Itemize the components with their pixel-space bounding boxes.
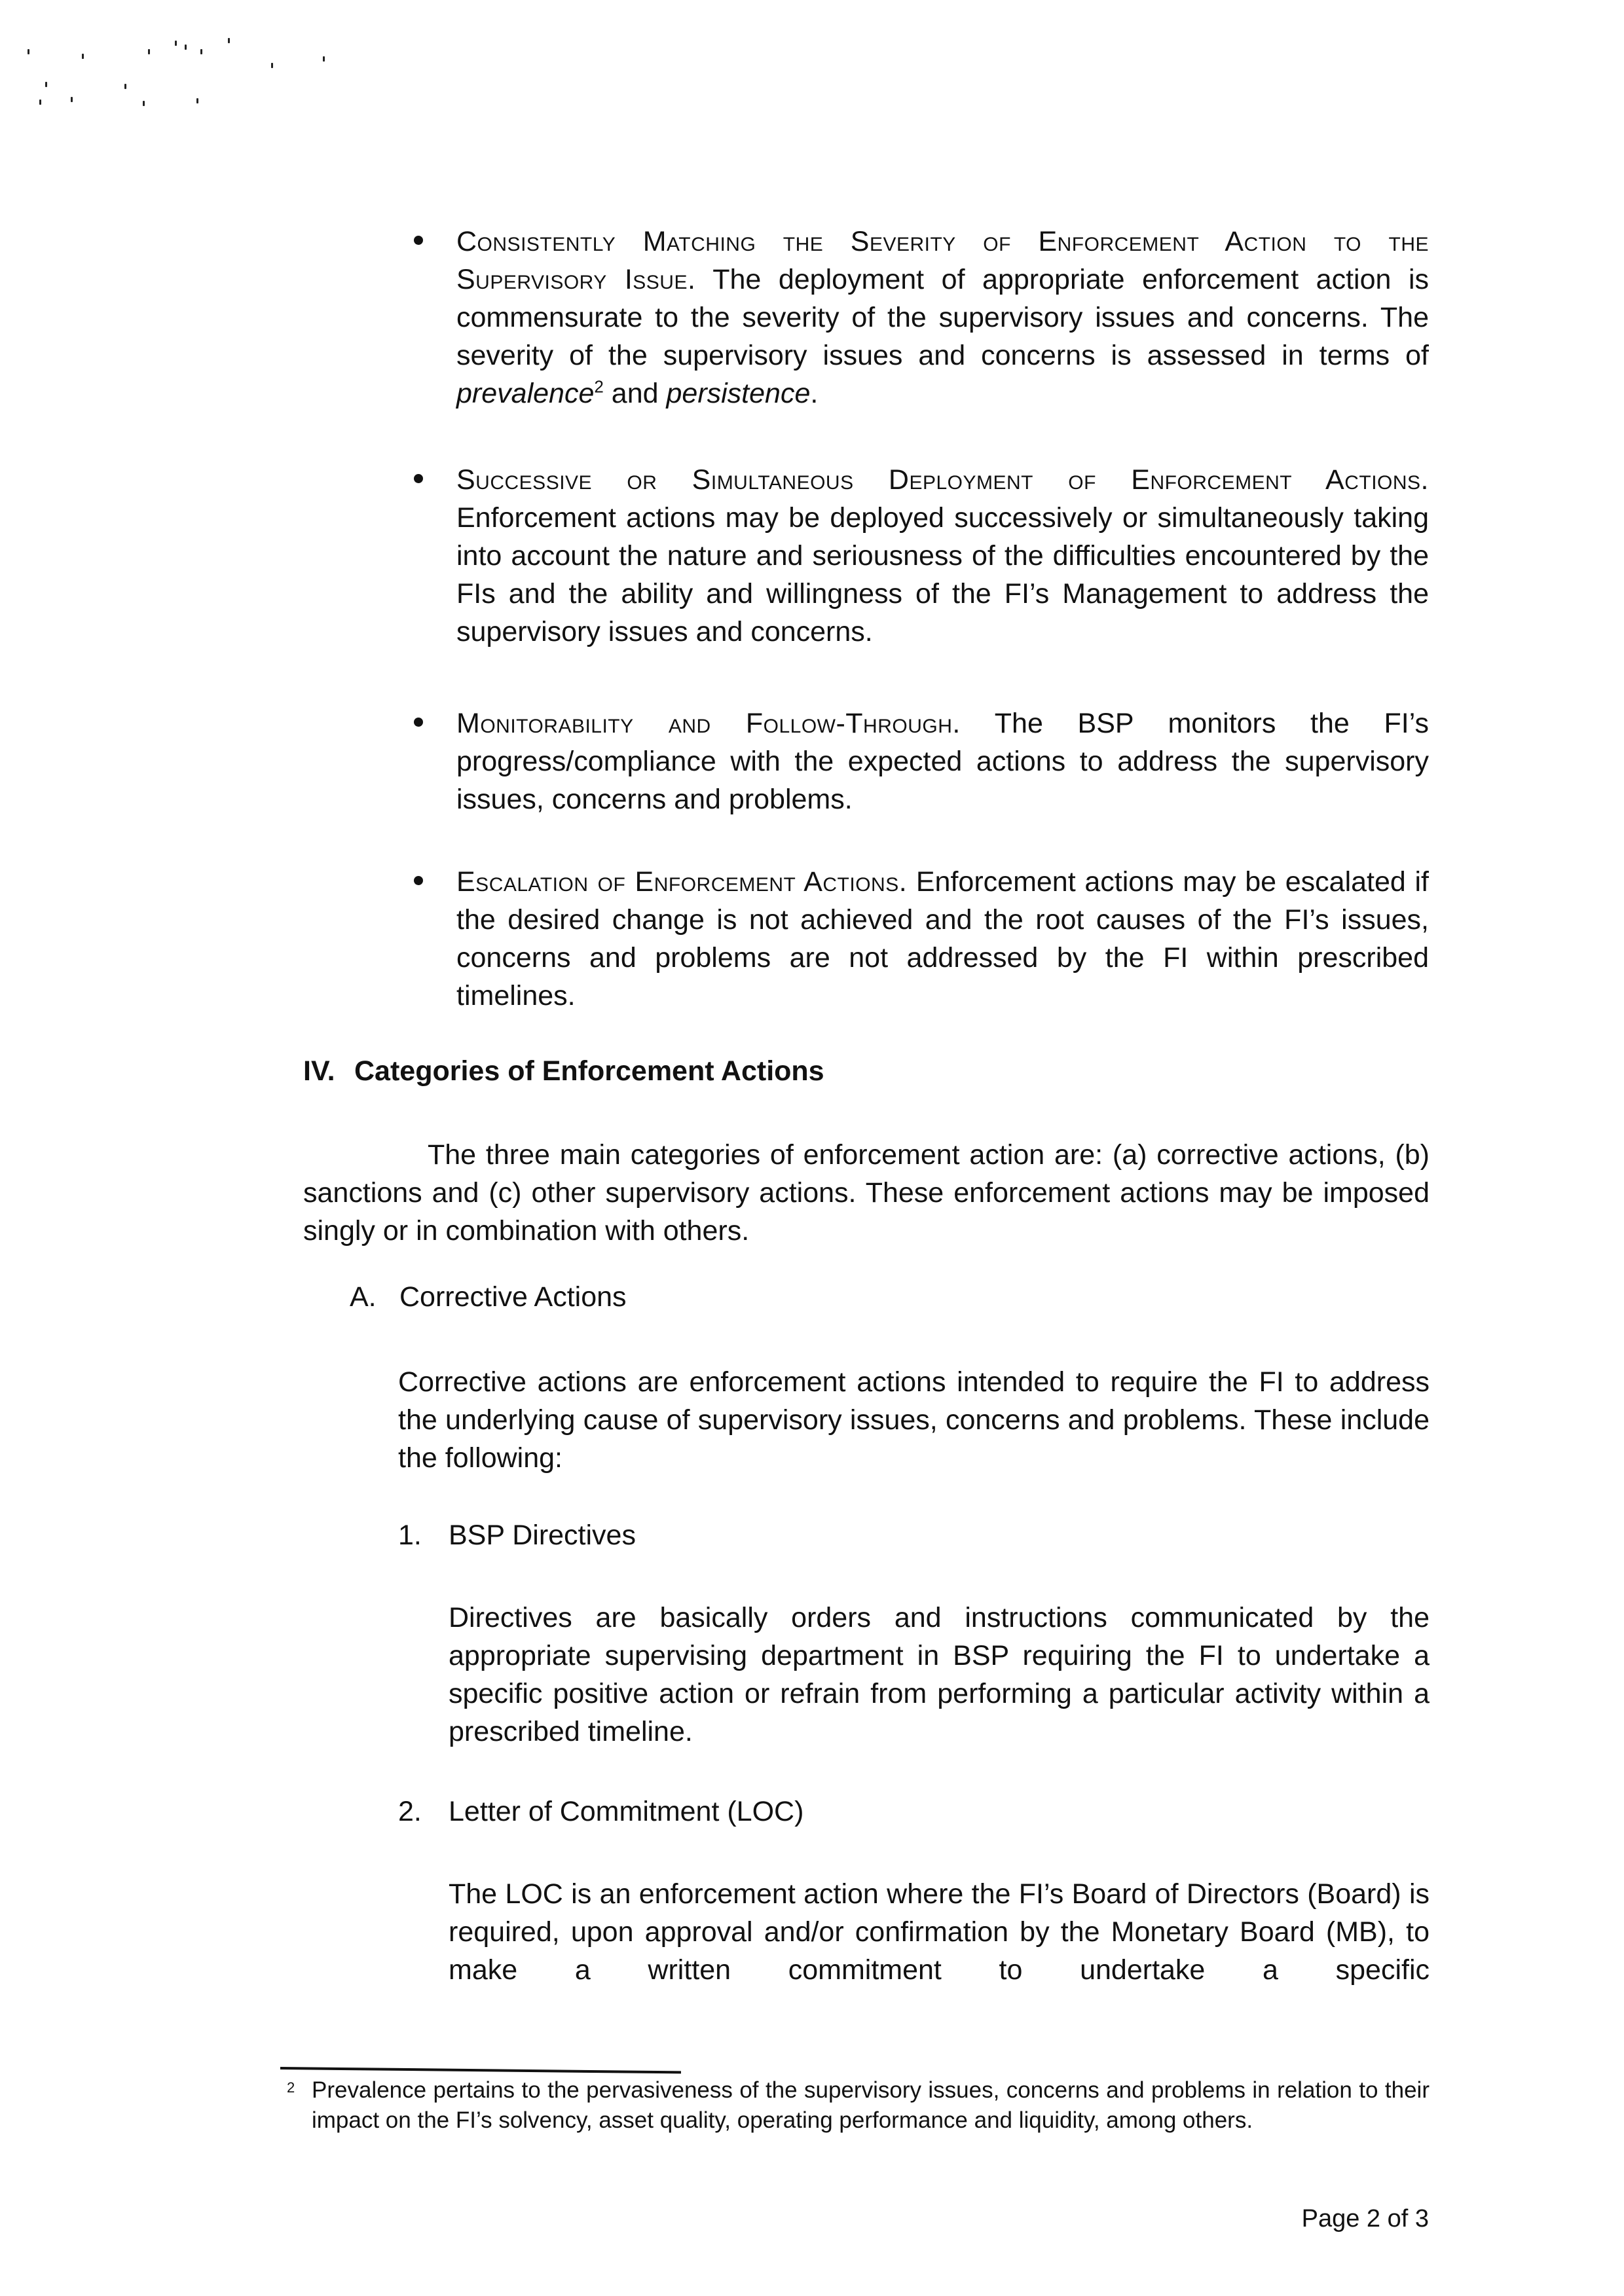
item-number: 1.: [398, 1520, 422, 1551]
bullet-text: [456, 461, 1429, 651]
scan-speck: [175, 41, 177, 46]
scan-speck: [148, 49, 150, 54]
bullet-label: Consistently Matching the Severity of Enforcement Action to the Supervisory Issue.: [456, 226, 1429, 295]
subsection-heading: [350, 1278, 627, 1316]
item-number: 2.: [398, 1796, 422, 1827]
item-text: The LOC is an enforcement action where the FI’s Board of Directors (Board) is required, upon approval and/or confirmation by the Monetary Board (MB), to make a written commitment to undertake a specific: [449, 1878, 1430, 1986]
item-heading: [398, 1793, 803, 1831]
scan-speck: [323, 56, 325, 62]
bullet-text: [456, 704, 1429, 818]
page-number: Page 2 of 3: [1301, 2205, 1429, 2232]
scan-speck: [45, 82, 47, 87]
bullet-label: Successive or Simultaneous Deployment of Enforcement Actions.: [456, 464, 1429, 496]
bullet-icon: [414, 474, 423, 483]
bullet-icon: [414, 718, 423, 727]
bullet-text: [456, 223, 1429, 412]
footnote-text: Prevalence pertains to the pervasiveness of the supervisory issues, concerns and problems in relation to their impact on the FI’s solvency, asset quality, operating performance and liquidity, among others.: [312, 2077, 1430, 2133]
footnote-reference[interactable]: 2: [594, 376, 604, 397]
item-text: Directives are basically orders and instructions communicated by the appropriate supervising department in BSP requiring the FI to undertake a specific positive action or refrain from performing a particular activity within a prescribed timeline.: [449, 1602, 1430, 1747]
item-heading: [398, 1516, 636, 1554]
scan-speck: [200, 49, 202, 54]
bullet-text: [456, 863, 1429, 1015]
item-title: Letter of Commitment (LOC): [449, 1796, 804, 1827]
bullet-body: The deployment of appropriate enforcement action is commensurate to the severity of the supervisory issues and concerns. The severity of the supervisory issues and concerns is assessed in terms of: [456, 264, 1429, 371]
emphasis-prevalence: prevalence: [456, 378, 595, 409]
footnote-mark: 2: [287, 2079, 295, 2096]
footnote-divider: [280, 2067, 681, 2073]
item-title: BSP Directives: [449, 1520, 636, 1551]
subsection-letter: A.: [350, 1281, 377, 1313]
bullet-label: Monitorability and Follow-Through.: [456, 708, 961, 739]
bullet-icon: [414, 876, 423, 885]
scan-speck: [82, 54, 84, 59]
scan-speck: [71, 97, 73, 102]
footnote: [287, 2075, 1430, 2136]
scan-speck: [143, 101, 145, 106]
scan-speck: [271, 63, 273, 68]
bullet-icon: [414, 236, 423, 245]
scan-speck: [124, 84, 126, 89]
bullet-body: and: [603, 378, 667, 409]
scan-speck: [196, 98, 198, 103]
bullet-body: Enforcement actions may be escalated if the desired change is not achieved and the root causes of the FI’s issues, concerns and problems are not addressed by the FI within prescribed timelines.: [456, 866, 1430, 1011]
scan-speck: [28, 49, 29, 54]
section-number: IV.: [303, 1055, 335, 1087]
section-intro: The three main categories of enforcement action are: (a) corrective actions, (b) sanctions and (c) other supervisory actions. These enforcement actions may be imposed singly or in combination with others.: [303, 1139, 1430, 1247]
bullet-body: .: [810, 378, 819, 409]
scan-speck: [185, 45, 187, 50]
section-heading: [303, 1052, 824, 1090]
scan-speck: [39, 100, 41, 105]
bullet-label: Escalation of Enforcement Actions.: [456, 866, 908, 898]
subsection-intro: Corrective actions are enforcement actions intended to require the FI to address the underlying cause of supervisory issues, concerns and problems. These include the following:: [398, 1366, 1430, 1474]
bullet-body: The BSP monitors the FI’s progress/compliance with the expected actions to address the supervisory issues, concerns and problems.: [456, 708, 1430, 815]
bullet-body: Enforcement actions may be deployed successively or simultaneously taking into account the nature and seriousness of the difficulties encountered by the FIs and the ability and willingness of the FI’s Management to address the supervisory issues and concerns.: [456, 502, 1429, 647]
scan-speck: [228, 38, 230, 43]
emphasis-persistence: persistence: [666, 378, 811, 409]
section-title: Categories of Enforcement Actions: [354, 1055, 824, 1087]
subsection-title: Corrective Actions: [399, 1281, 627, 1313]
